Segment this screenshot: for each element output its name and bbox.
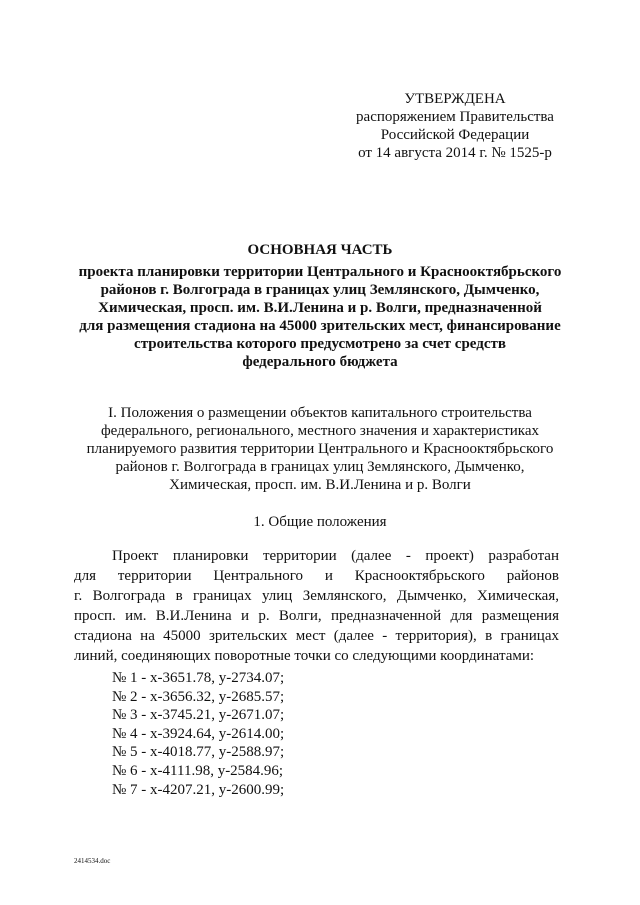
approval-block <box>330 90 580 162</box>
subsection-heading: 1. Общие положения <box>253 514 387 530</box>
body-paragraph <box>74 546 559 666</box>
coordinates-list <box>112 669 532 799</box>
approval-date-number: от 14 августа 2014 г. № 1525-р <box>358 145 552 161</box>
page-title: ОСНОВНАЯ ЧАСТЬ <box>247 242 393 258</box>
section-heading-line: районов г. Волгограда в границах улиц Землянского, Дымченко, <box>115 459 525 475</box>
section-heading-line: федерального, регионального, местного значения и характеристиках <box>100 423 540 439</box>
coordinate-item: № 6 - х-4111.98, у-2584.96; <box>112 762 284 779</box>
coordinate-item: № 4 - х-3924.64, у-2614.00; <box>112 725 285 742</box>
subtitle-line: для размещения стадиона на 45000 зрительских мест, финансирование <box>79 318 561 334</box>
subtitle-line: строительства которого предусмотрено за счет средств <box>134 336 506 352</box>
approval-country: Российской Федерации <box>380 127 530 143</box>
subtitle-line: районов г. Волгограда в границах улиц Землянского, Дымченко, <box>100 282 540 298</box>
section-heading-line: Химическая, просп. им. В.И.Ленина и р. Волги <box>169 477 471 493</box>
document-subtitle <box>60 263 580 371</box>
section-heading-line: I. Положения о размещении объектов капитального строительства <box>108 405 532 421</box>
subtitle-line: проекта планировки территории Центрального и Краснооктябрьского <box>78 264 562 280</box>
paragraph-line: Проект планировки территории (далее - проект) разработан <box>112 548 559 564</box>
subtitle-line: Химическая, просп. им. В.И.Ленина и р. Волги, предназначенной <box>98 300 542 316</box>
approval-authority: распоряжением Правительства <box>356 109 554 125</box>
paragraph-line: стадиона на 45000 зрительских мест (далее - территория), в границах <box>74 628 559 644</box>
paragraph-line: линий, соединяющих поворотные точки со следующими координатами: <box>74 648 535 664</box>
coordinate-item: № 1 - х-3651.78, у-2734.07; <box>112 670 285 686</box>
paragraph-line: просп. им. В.И.Ленина и р. Волги, предназначенной для размещения <box>74 608 559 624</box>
coordinate-item: № 3 - х-3745.21, у-2671.07; <box>112 707 285 724</box>
document-file-id: 2414534.doc <box>74 857 111 865</box>
paragraph-line: г. Волгограда в границах улиц Землянского, Дымченко, Химическая, <box>74 588 559 604</box>
approval-stamp: УТВЕРЖДЕНА <box>404 91 506 107</box>
coordinate-item: № 2 - х-3656.32, у-2685.57; <box>112 688 285 705</box>
subtitle-line: федерального бюджета <box>242 354 398 370</box>
section-heading <box>70 404 570 494</box>
coordinate-item: № 5 - х-4018.77, у-2588.97; <box>112 744 285 761</box>
coordinate-item: № 7 - х-4207.21, у-2600.99; <box>112 781 285 798</box>
section-heading-line: планируемого развития территории Центрального и Краснооктябрьского <box>86 441 554 457</box>
paragraph-line: для территории Центрального и Краснооктябрьского районов <box>74 568 559 584</box>
